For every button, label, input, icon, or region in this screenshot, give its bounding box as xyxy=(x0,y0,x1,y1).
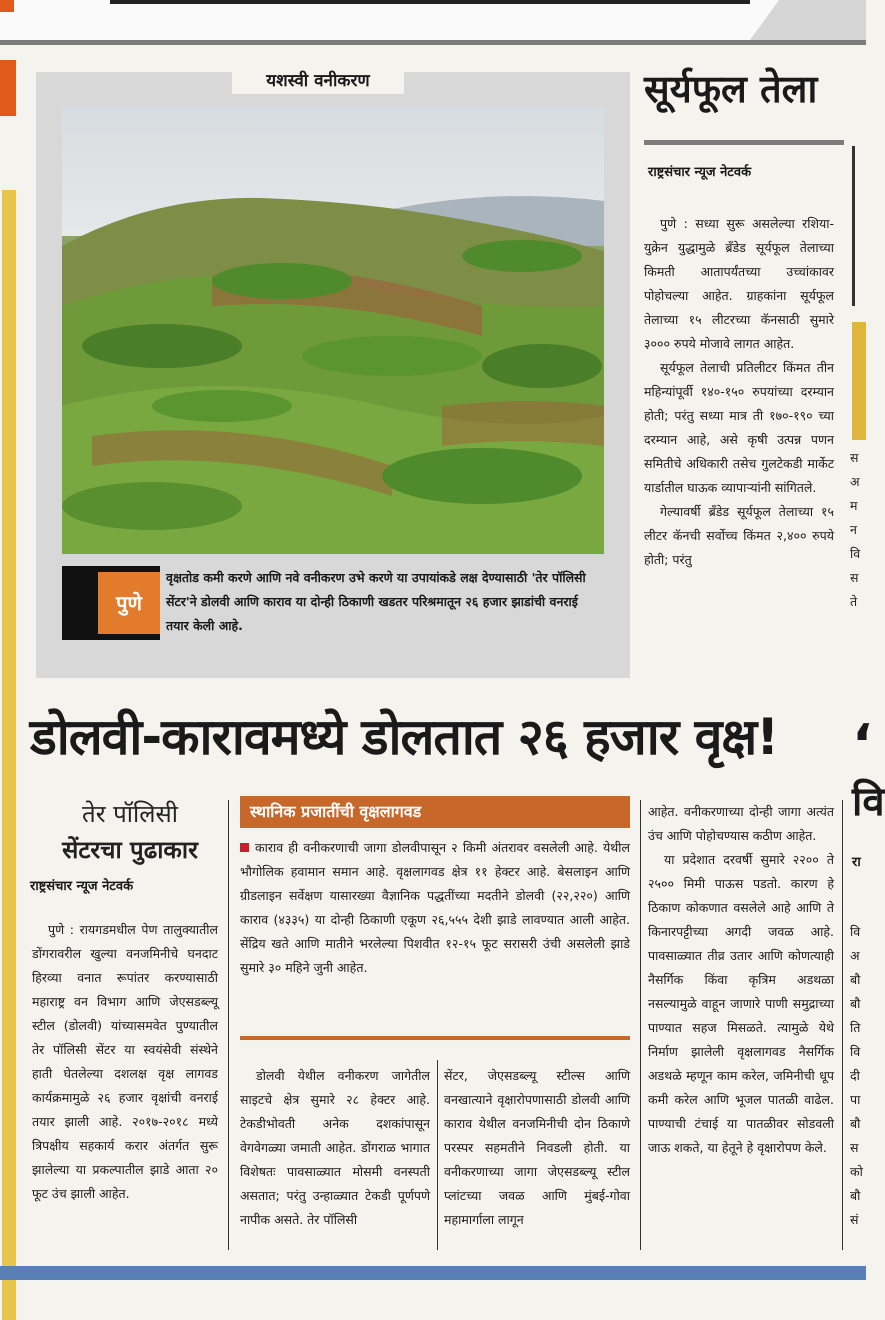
masthead-accent xyxy=(0,0,14,12)
fragment-line: वि xyxy=(850,924,861,939)
fragment-line: बौ xyxy=(850,996,861,1011)
fragment-line: बौ xyxy=(850,1188,861,1203)
article-paragraph: पुणे : रायगडमधील पेण तालुक्यातील डोंगरावरील खुल्या वनजमिनीचे घनदाट हिरव्या वनात रूपांतर करण्यासाठी महाराष्ट्र वन विभाग आणि जेएसडब्ल्यू स्टील (डोलवी) यांच्यासमवेत पुण्यातील तेर पॉलिसी सेंटर या स्वयंसेवी संस्थेने हाती घेतलेल्या दशलक्ष वृक्ष लागवड कार्यक्रमामुळे २६ हजार वृक्षांची वनराई तयार झाली आहे. २०१७-२०१८ मध्ये त्रिपक्षीय सहकार्य करार अंतर्गत सुरू झालेल्या या प्रकल्पातील झाडे आता २० फूट उंच झाली आहेत. xyxy=(32,922,218,1201)
adjacent-column-fragment xyxy=(850,446,866,614)
fragment-line: म xyxy=(850,498,858,513)
fragment-line: ति xyxy=(850,1020,861,1035)
fragment-line: बौ xyxy=(850,1116,861,1131)
main-column-3 xyxy=(444,1064,630,1232)
adjacent-column-fragment xyxy=(850,920,866,1232)
forest-hill-photo xyxy=(62,106,604,554)
side-story-body xyxy=(644,212,834,572)
side-story-byline: राष्ट्रसंचार न्यूज नेटवर्क xyxy=(648,165,752,180)
photo-feature-label: यशस्वी वनीकरण xyxy=(232,68,404,94)
photo-caption-text: वृक्षतोड कमी करणे आणि नवे वनीकरण उभे करणे या उपायांकडे लक्ष देण्यासाठी 'तेर पॉलिसी सेंटर'ने डोलवी आणि काराव या दोन्ही ठिकाणी खडतर परिश्रमातून २६ हजार झाडांची वनराई तयार केली आहे. xyxy=(166,570,586,633)
fragment-line: न xyxy=(850,522,857,537)
fragment-line: दी xyxy=(850,1068,860,1083)
main-column-1 xyxy=(32,918,218,1206)
bottom-edge-strip xyxy=(0,1266,866,1280)
article-paragraph: या प्रदेशात दरवर्षी सुमारे २२०० ते २५०० मिमी पाऊस पडतो. कारण हे ठिकाण कोकणात वसलेले आहे आणि ते किनारपट्टीच्या अगदी जवळ आहे. पावसाळ्यात तीव्र उतार आणि कोणत्याही नैसर्गिक किंवा कृत्रिम अडथळा नसल्यामुळे वाहून जाणारे पाणी समुद्राच्या पाण्यात सहज मिसळते. त्यामुळे येथे निर्माण झालेली वृक्षलागवड नैसर्गिक अडथळे म्हणून काम करेल, जमिनीची धूप कमी करेल आणि भूजल पातळी वाढेल. पाण्याची टंचाई या पातळीवर सोडवली जाऊ शकते, या हेतूने हे वृक्षारोपण केले. xyxy=(648,852,834,1155)
place-tag: पुणे xyxy=(98,572,160,634)
fragment-line: स xyxy=(850,1140,859,1155)
subhead-line: सेंटरचा पुढाकार xyxy=(62,836,198,864)
side-story-rule xyxy=(644,140,844,145)
side-story-paragraph: सूर्यफूल तेलाची प्रतिलीटर किंमत तीन महिन्यांपूर्वी १४०-१५० रुपयांच्या दरम्यान होती; परंतु सध्या मात्र ती १७०-१९० च्या दरम्यान आहे, असे कृषी उत्पन्न पणन समितीचे अधिकारी तसेच गुलटेकडी मार्केट यार्डातील घाऊक व्यापाऱ्यांनी सांगितले. xyxy=(644,360,834,495)
place-tag-block xyxy=(62,566,160,640)
fragment-line: सं xyxy=(850,1212,859,1227)
fragment-line: अ xyxy=(850,948,860,963)
forest-hill-illustration xyxy=(62,106,604,554)
fragment-line: बौ xyxy=(850,972,861,987)
fragment-line: वि xyxy=(850,1044,861,1059)
left-page-edge xyxy=(0,60,16,1260)
main-headline: डोलवी-कारावमध्ये डोलतात २६ हजार वृक्ष! xyxy=(30,708,779,766)
masthead-logo-fragment xyxy=(750,0,866,40)
main-column-2 xyxy=(240,1064,430,1232)
article-paragraph: आहेत. वनीकरणाच्या दोन्ही जागा अत्यंत उंच आणि पोहोचण्यास कठीण आहेत. xyxy=(648,804,834,843)
main-column-4 xyxy=(648,800,834,1160)
fragment-line: स xyxy=(850,450,859,465)
fragment-line: वि xyxy=(850,546,861,561)
article-paragraph: सेंटर, जेएसडब्ल्यू स्टील्स आणि वनखात्याने वृक्षारोपणासाठी डोलवी आणि काराव येथील वनजमिनीची दोन ठिकाणे परस्पर सहमतीने निवडली होती. या वनीकरणाच्या जागा जेएसडब्ल्यू स्टील प्लांटच्या जवळ आणि मुंबई-गोवा महामार्गाला लागून xyxy=(444,1068,630,1227)
column-rule xyxy=(852,146,855,306)
fragment-line: स xyxy=(850,570,859,585)
bullet-square-icon xyxy=(240,843,249,852)
masthead-strip xyxy=(0,0,866,45)
column-rule xyxy=(228,800,229,1250)
info-box-text: काराव ही वनीकरणाची जागा डोलवीपासून २ किमी अंतरावर वसलेली आहे. येथील भौगोलिक हवामान समान आहे. वृक्षलागवड क्षेत्र ११ हेक्टर आहे. बेसलाइन आणि ग्रीडलाइन सर्वेक्षण यासारख्या वैज्ञानिक पद्धतींच्या मदतीने डोलवी (२२,२२०) आणि काराव (४३३५) या दोन्ही ठिकाणी एकूण २६,५५५ देशी झाडे लावण्यात आली आहेत. सेंद्रिय खते आणि मातीने भरलेल्या पिशवीत १२-१५ फूट सरासरी उंची असलेली झाडे सुमारे ३० महिने जुनी आहेत. xyxy=(240,840,630,975)
left-orange-tab xyxy=(0,60,16,116)
fragment-line: पा xyxy=(850,1092,861,1107)
article-paragraph: डोलवी येथील वनीकरण जागेतील साइटचे क्षेत्र सुमारे २८ हेक्टर आहे. टेकडीभोवती अनेक दशकांपासून वेगवेगळ्या जमाती आहेत. डोंगराळ भागात विशेषतः पावसाळ्यात मोसमी वनस्पती असतात; परंतु उन्हाळ्यात टेकडी पूर्णपणे नापीक असते. तेर पॉलिसी xyxy=(240,1068,430,1227)
sunflower-photo-fragment xyxy=(852,322,866,440)
photo-caption xyxy=(62,566,604,640)
side-story-paragraph: गेल्यावर्षी ब्रँडेड सूर्यफूल तेलाच्या १५ लीटर कॅनची सर्वोच्च किंमत २,४०० रुपये होती; परंतु xyxy=(644,504,834,567)
column-rule xyxy=(842,800,843,1250)
column-rule xyxy=(437,1060,438,1250)
right-story-quote-mark: ‘ xyxy=(852,713,873,776)
side-story-paragraph: पुणे : सध्या सुरू असलेल्या रशिया-युक्रेन युद्धामुळे ब्रँडेड सूर्यफूल तेलाच्या किमती आतापर्यंतच्या उच्चांकावर पोहोचल्या आहेत. ग्राहकांना सूर्यफूल तेलाच्या १५ लीटरच्या कॅनसाठी सुमारे ३००० रुपये मोजावे लागत आहेत. xyxy=(644,216,834,351)
fragment-line: ते xyxy=(850,594,858,609)
main-byline: राष्ट्रसंचार न्यूज नेटवर्क xyxy=(30,879,134,894)
right-story-byline-fragment: रा xyxy=(852,855,861,870)
main-subhead xyxy=(30,796,230,868)
info-box-body xyxy=(240,836,630,1030)
info-box-bottom-rule xyxy=(240,1036,630,1040)
right-story-letter: वि xyxy=(852,779,885,825)
subhead-line: तेर पॉलिसी xyxy=(82,800,178,828)
side-story-headline: सूर्यफूल तेला xyxy=(644,66,818,111)
info-box-title: स्थानिक प्रजातींची वृक्षलागवड xyxy=(240,796,630,828)
column-rule xyxy=(640,800,641,1250)
masthead-rule xyxy=(110,0,750,4)
fragment-line: अ xyxy=(850,474,860,489)
fragment-line: को xyxy=(850,1164,863,1179)
left-yellow-strip xyxy=(2,190,16,1320)
